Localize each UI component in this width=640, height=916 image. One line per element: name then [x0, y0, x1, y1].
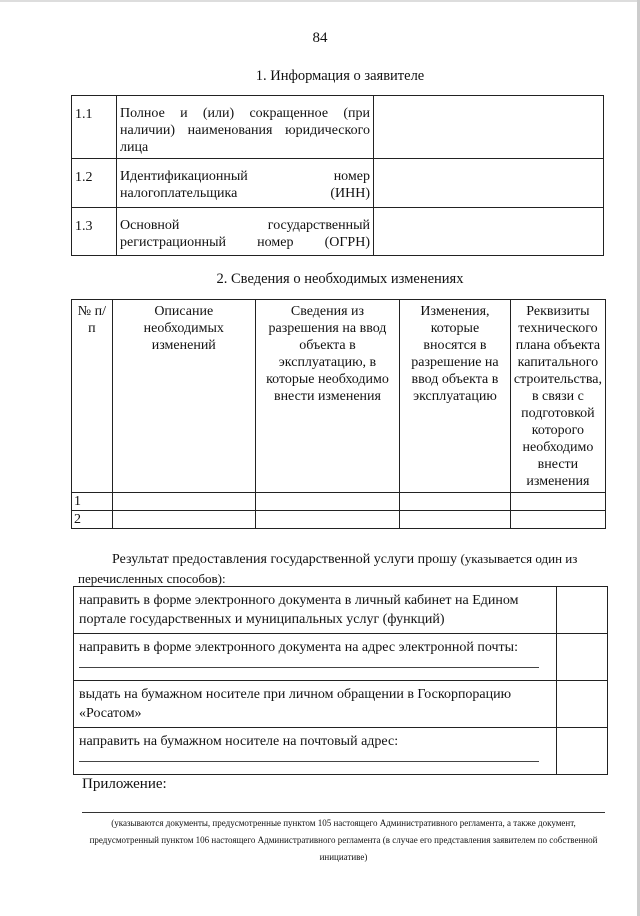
row-number: 1.3 — [72, 208, 117, 256]
table-cell[interactable] — [510, 511, 605, 529]
applicant-info-table — [71, 95, 604, 256]
option-row — [74, 634, 608, 681]
scan-edge-top — [0, 0, 640, 2]
table-cell[interactable] — [112, 511, 255, 529]
table-cell[interactable] — [510, 493, 605, 511]
changes-table — [71, 299, 606, 529]
option-label: направить в форме электронного документа на адрес электронной почты: — [79, 640, 518, 655]
option-checkbox[interactable] — [557, 634, 608, 681]
row-label: Полное и (или) сокращенное (при наличии) наименования юридического лица — [117, 96, 374, 159]
option-cell — [74, 728, 557, 775]
row-value-field[interactable] — [374, 159, 604, 208]
column-header: Изменения, которые вносятся в разрешение на ввод объекта в эксплуатацию — [400, 300, 511, 493]
table-row — [72, 493, 606, 511]
column-header: Сведения из разрешения на ввод объекта в эксплуатацию, в которые необходимо внести изменения — [255, 300, 399, 493]
table-row — [72, 511, 606, 529]
option-cell — [74, 634, 557, 681]
option-row — [74, 728, 608, 775]
result-options-table — [73, 586, 608, 775]
option-checkbox[interactable] — [557, 681, 608, 728]
table-header-row — [72, 300, 606, 493]
option-row — [74, 587, 608, 634]
result-intro: Результат предоставления государственной услуги прошу — [112, 552, 457, 567]
table-cell[interactable] — [400, 493, 511, 511]
section2-title: 2. Сведения о необходимых изменениях — [216, 271, 464, 287]
page-number: 84 — [312, 30, 328, 46]
appendix-label: Приложение: — [82, 776, 167, 792]
result-intro-note: (указывается один из перечисленных способов): — [78, 551, 578, 586]
option-label: выдать на бумажном носителе при личном обращении в Госкорпорацию «Росатом» — [74, 681, 557, 728]
column-header: Описание необходимых изменений — [112, 300, 255, 493]
section1-title: 1. Информация о заявителе — [255, 68, 425, 84]
table-row — [72, 159, 604, 208]
row-number: 1.1 — [72, 96, 117, 159]
table-cell[interactable] — [255, 493, 399, 511]
email-address-line[interactable] — [79, 657, 539, 668]
appendix-note: (указываются документы, предусмотренные пунктом 105 настоящего Административного регламента, а также документ, предусмотренный пунктом 106 настоящего Административного регламента (в случае его представления заявителем по собственной инициативе) — [82, 812, 605, 866]
row-label: Идентификационный номер налогоплательщика (ИНН) — [117, 159, 374, 208]
option-label: направить в форме электронного документа в личный кабинет на Едином портале государственных и муниципальных услуг (функций) — [74, 587, 557, 634]
option-checkbox[interactable] — [557, 728, 608, 775]
table-row — [72, 96, 604, 159]
postal-address-line[interactable] — [79, 751, 539, 762]
option-checkbox[interactable] — [557, 587, 608, 634]
table-cell[interactable] — [400, 511, 511, 529]
row-number: 1 — [72, 493, 113, 511]
row-value-field[interactable] — [374, 208, 604, 256]
column-header: Реквизиты технического плана объекта капитального строительства, в связи с подготовкой которого необходимо внести изменения — [510, 300, 605, 493]
option-label: направить на бумажном носителе на почтовый адрес: — [79, 734, 399, 749]
table-cell[interactable] — [112, 493, 255, 511]
table-cell[interactable] — [255, 511, 399, 529]
option-row — [74, 681, 608, 728]
row-number: 2 — [72, 511, 113, 529]
row-number: 1.2 — [72, 159, 117, 208]
row-label: Основной государственный регистрационный номер (ОГРН) — [117, 208, 374, 256]
table-row — [72, 208, 604, 256]
column-header: № п/п — [72, 300, 113, 493]
row-value-field[interactable] — [374, 96, 604, 159]
result-request — [78, 549, 608, 589]
